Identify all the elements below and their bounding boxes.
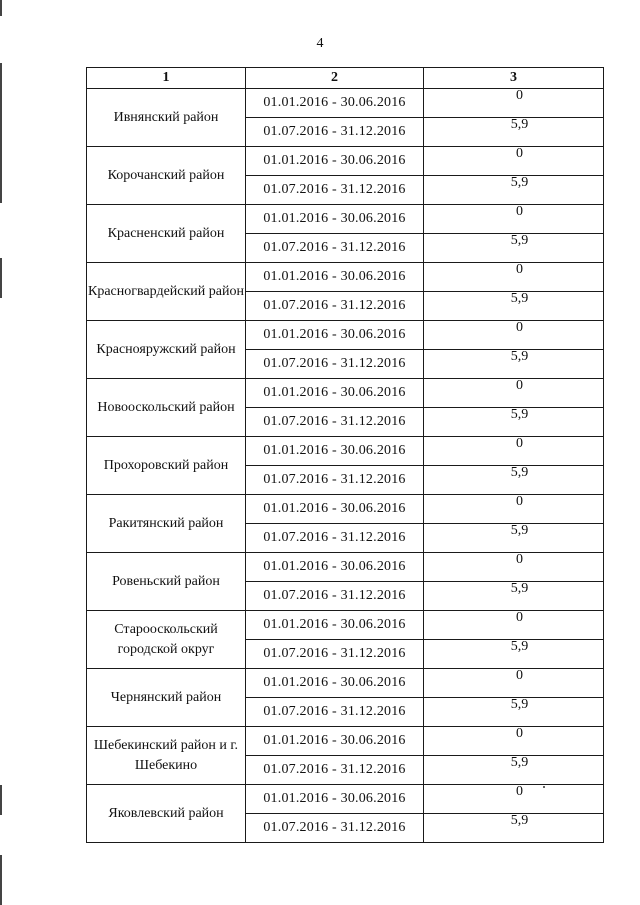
scan-edge-line — [0, 258, 2, 298]
scan-speck — [543, 786, 545, 788]
region-cell: Чернянский район — [87, 669, 246, 727]
period-cell: 01.07.2016 - 31.12.2016 — [246, 292, 424, 321]
table-row — [87, 669, 604, 698]
value-cell — [424, 727, 604, 756]
value-text: 5,9 — [510, 581, 529, 596]
period-cell: 01.07.2016 - 31.12.2016 — [246, 698, 424, 727]
value-cell — [424, 321, 604, 350]
column-header: 1 — [87, 68, 246, 89]
table-header-row — [87, 68, 604, 89]
period-cell: 01.07.2016 - 31.12.2016 — [246, 814, 424, 843]
value-text: 0 — [516, 88, 523, 103]
value-text: 0 — [516, 726, 523, 741]
value-cell — [424, 205, 604, 234]
value-text: 5,9 — [510, 465, 529, 480]
value-text: 0 — [516, 552, 523, 567]
period-cell: 01.07.2016 - 31.12.2016 — [246, 234, 424, 263]
region-cell: Ровеньский район — [87, 553, 246, 611]
region-cell: Красненский район — [87, 205, 246, 263]
value-text: 5,9 — [510, 813, 529, 828]
table-row — [87, 147, 604, 176]
value-text: 0 — [516, 436, 523, 451]
period-cell: 01.07.2016 - 31.12.2016 — [246, 118, 424, 147]
period-cell: 01.01.2016 - 30.06.2016 — [246, 669, 424, 698]
region-cell: Новооскольский район — [87, 379, 246, 437]
region-cell: Яковлевский район — [87, 785, 246, 843]
table-row — [87, 437, 604, 466]
value-text: 0 — [516, 668, 523, 683]
period-cell: 01.01.2016 - 30.06.2016 — [246, 89, 424, 118]
value-text: 5,9 — [510, 233, 529, 248]
value-cell — [424, 437, 604, 466]
period-cell: 01.01.2016 - 30.06.2016 — [246, 263, 424, 292]
value-text: 0 — [516, 494, 523, 509]
scan-edge-line — [0, 63, 2, 203]
period-cell: 01.07.2016 - 31.12.2016 — [246, 176, 424, 205]
region-cell: Старооскольский городской округ — [87, 611, 246, 669]
value-cell — [424, 408, 604, 437]
value-text: 5,9 — [510, 755, 529, 770]
value-text: 0 — [516, 320, 523, 335]
period-cell: 01.01.2016 - 30.06.2016 — [246, 611, 424, 640]
value-text: 5,9 — [510, 117, 529, 132]
value-cell — [424, 89, 604, 118]
value-cell — [424, 379, 604, 408]
table-row — [87, 611, 604, 640]
table-row — [87, 89, 604, 118]
scan-edge-line — [0, 855, 2, 905]
table-row — [87, 785, 604, 814]
region-cell: Ракитянский район — [87, 495, 246, 553]
value-cell — [424, 176, 604, 205]
scan-edge-line — [0, 785, 2, 815]
scan-edge-line — [0, 0, 2, 16]
value-text: 5,9 — [510, 349, 529, 364]
value-cell — [424, 524, 604, 553]
period-cell: 01.01.2016 - 30.06.2016 — [246, 321, 424, 350]
period-cell: 01.07.2016 - 31.12.2016 — [246, 350, 424, 379]
value-cell — [424, 350, 604, 379]
period-cell: 01.01.2016 - 30.06.2016 — [246, 437, 424, 466]
period-cell: 01.07.2016 - 31.12.2016 — [246, 466, 424, 495]
region-cell: Красногвардейский район — [87, 263, 246, 321]
value-cell — [424, 147, 604, 176]
period-cell: 01.01.2016 - 30.06.2016 — [246, 495, 424, 524]
period-cell: 01.07.2016 - 31.12.2016 — [246, 582, 424, 611]
tariff-table — [86, 67, 604, 843]
value-text: 5,9 — [510, 697, 529, 712]
period-cell: 01.07.2016 - 31.12.2016 — [246, 524, 424, 553]
period-cell: 01.01.2016 - 30.06.2016 — [246, 205, 424, 234]
value-text: 5,9 — [510, 407, 529, 422]
table-row — [87, 321, 604, 350]
value-cell — [424, 553, 604, 582]
period-cell: 01.01.2016 - 30.06.2016 — [246, 147, 424, 176]
table-row — [87, 379, 604, 408]
value-text: 5,9 — [510, 523, 529, 538]
period-cell: 01.01.2016 - 30.06.2016 — [246, 379, 424, 408]
value-cell — [424, 292, 604, 321]
period-cell: 01.01.2016 - 30.06.2016 — [246, 727, 424, 756]
period-cell: 01.01.2016 - 30.06.2016 — [246, 553, 424, 582]
period-cell: 01.01.2016 - 30.06.2016 — [246, 785, 424, 814]
table-row — [87, 495, 604, 524]
period-cell: 01.07.2016 - 31.12.2016 — [246, 756, 424, 785]
value-cell — [424, 495, 604, 524]
value-text: 0 — [516, 204, 523, 219]
value-cell — [424, 698, 604, 727]
table-row — [87, 263, 604, 292]
value-cell — [424, 611, 604, 640]
value-cell — [424, 814, 604, 843]
period-cell: 01.07.2016 - 31.12.2016 — [246, 640, 424, 669]
region-cell: Корочанский район — [87, 147, 246, 205]
column-header: 3 — [424, 68, 604, 89]
region-cell: Шебекинский район и г. Шебекино — [87, 727, 246, 785]
page-number: 4 — [316, 36, 324, 51]
region-cell: Краснояружский район — [87, 321, 246, 379]
column-header: 2 — [246, 68, 424, 89]
value-text: 0 — [516, 610, 523, 625]
value-text: 0 — [516, 378, 523, 393]
table-body — [87, 89, 604, 843]
value-text: 0 — [516, 784, 523, 799]
value-text: 0 — [516, 262, 523, 277]
value-cell — [424, 466, 604, 495]
value-cell — [424, 118, 604, 147]
region-cell: Ивнянский район — [87, 89, 246, 147]
table-row — [87, 553, 604, 582]
value-cell — [424, 785, 604, 814]
table-row — [87, 727, 604, 756]
value-text: 0 — [516, 146, 523, 161]
value-cell — [424, 263, 604, 292]
value-text: 5,9 — [510, 175, 529, 190]
value-text: 5,9 — [510, 639, 529, 654]
value-text: 5,9 — [510, 291, 529, 306]
value-cell — [424, 234, 604, 263]
table-row — [87, 205, 604, 234]
value-cell — [424, 640, 604, 669]
value-cell — [424, 582, 604, 611]
period-cell: 01.07.2016 - 31.12.2016 — [246, 408, 424, 437]
value-cell — [424, 669, 604, 698]
value-cell — [424, 756, 604, 785]
region-cell: Прохоровский район — [87, 437, 246, 495]
